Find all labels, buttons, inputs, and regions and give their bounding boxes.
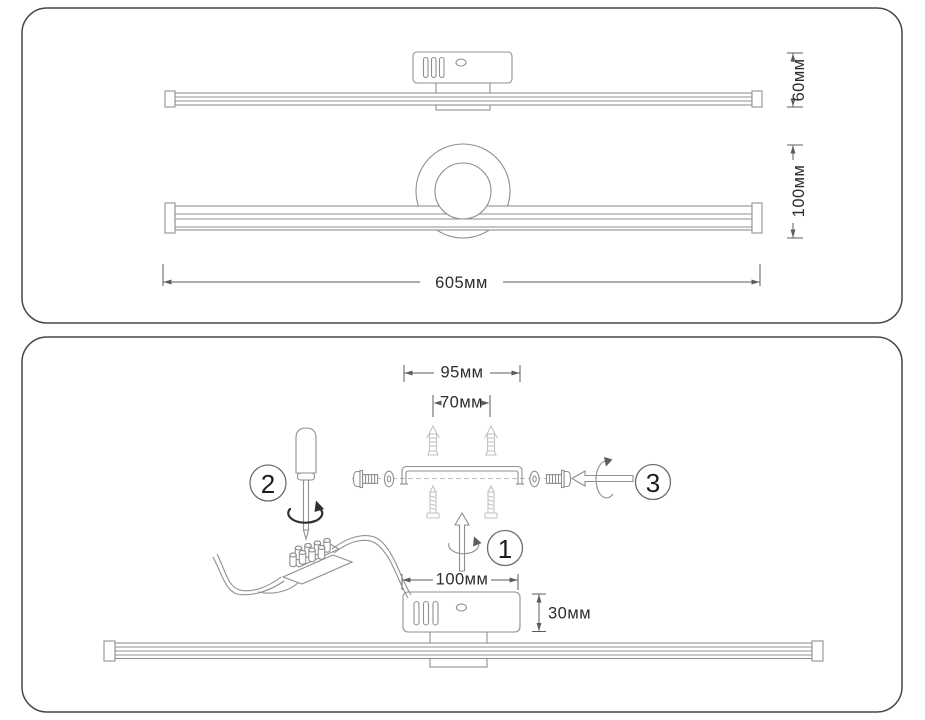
bar-end-cap-right [752,203,762,233]
dim-label-100mm-width: 100мм [435,570,489,589]
washer-right [530,471,539,487]
bar-end-cap-left [104,641,115,661]
step-3-badge [636,465,671,500]
dim-label-70mm: 70мм [439,393,484,412]
step-1-number: 1 [497,534,513,564]
mount-inner-circle [435,163,491,219]
screwdriver-handle [296,428,316,473]
dim-label-100mm-height: 100мм [790,164,808,218]
bottom-panel [22,337,902,712]
step-2-badge [250,465,286,501]
top-panel [22,8,902,323]
bar-end-cap-left [165,203,175,233]
washer-left [384,471,393,487]
dim-label-30mm: 30мм [548,604,592,623]
bar-end-cap-right [812,641,823,661]
dim-label-95mm: 95мм [440,363,484,382]
bar-end-cap-right [752,91,762,107]
step-2-number: 2 [260,469,276,499]
step-1-badge [488,531,523,566]
bar-top-view [175,93,752,105]
dim-label-60mm: 60мм [790,58,808,102]
lamp-bar-bottom [104,641,823,661]
dim-top-height [787,53,808,107]
wall-mount-base [403,592,520,632]
step-3-number: 3 [645,468,661,498]
screwdriver-collar [298,473,315,480]
dim-label-605mm: 605мм [435,274,488,292]
bar-end-cap-left [165,91,175,107]
